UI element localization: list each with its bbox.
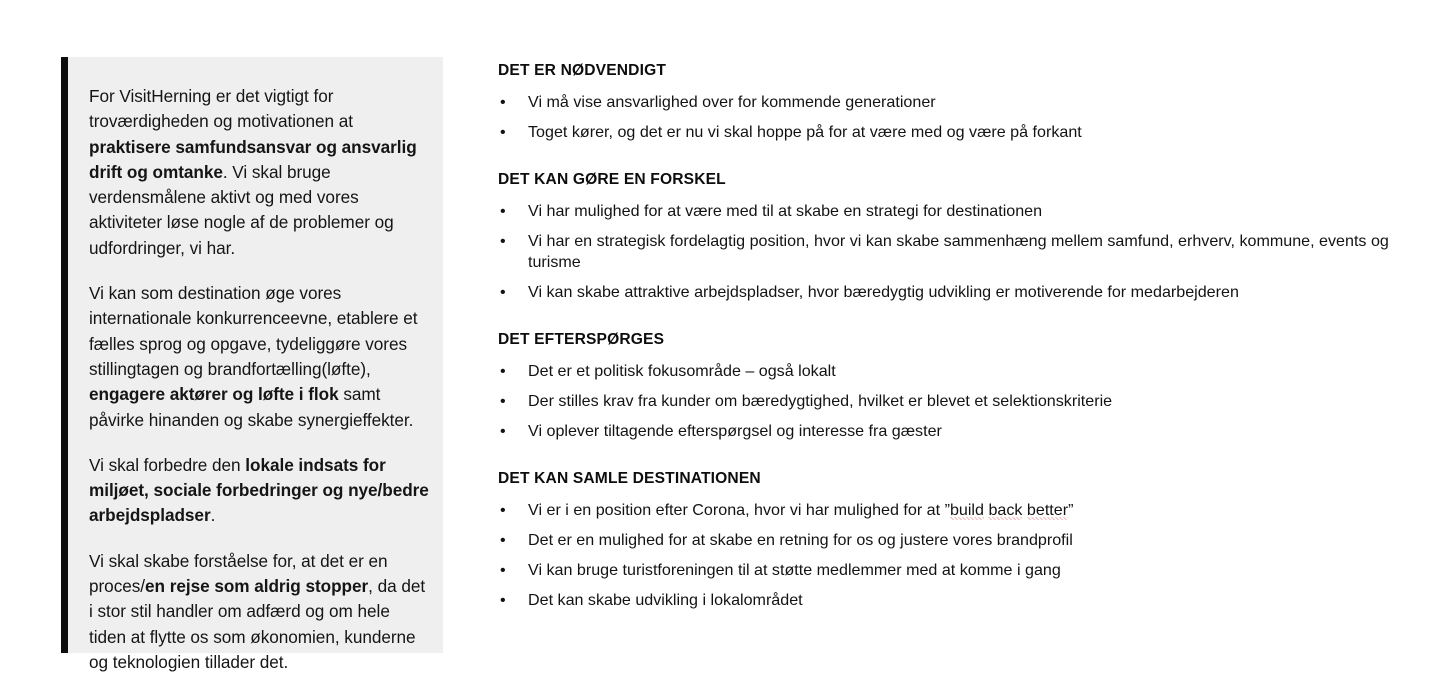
bullet-point-icon: • [500,531,506,549]
list-item-run: Det er et politisk fokusområde – også lokalt [528,362,836,380]
emphasis-text: en rejse som aldrig stopper [145,576,369,597]
list-item [498,122,1408,143]
body-text: Vi kan som destination øge vores internationale konkurrenceevne, etablere et fælles sprog og opgave, tydeliggøre vores stillingtagen og brandfortælling(løfte), [89,283,418,379]
panel-paragraph [89,281,431,433]
list-item-run: ” [1068,501,1074,519]
body-text: , da det i stor stil handler om adfærd og om hele tiden at flytte os som økonomien, kunderne og teknologien tillader det. [89,576,426,672]
left-accent-bar [61,57,68,653]
list-item-text [528,232,1389,271]
bullet-point-icon: • [500,561,506,579]
bullet-list [498,361,1408,442]
list-item-run: Det kan skabe udvikling i lokalområdet [528,591,803,609]
list-item-run: Vi oplever tiltagende efterspørgsel og interesse fra gæster [528,422,942,440]
body-text: Vi skal forbedre den [89,454,246,475]
list-item [498,282,1408,303]
content-section [498,331,1408,442]
bullet-list [498,201,1408,303]
content-section [498,62,1408,143]
panel-paragraph [89,549,431,675]
content-section [498,470,1408,611]
list-item [498,201,1408,222]
bullet-point-icon: • [500,123,506,141]
list-item-text [528,561,1061,579]
panel-paragraph [89,453,431,529]
list-item-text [528,591,803,609]
body-text: . [210,505,216,526]
spellcheck-flagged-word: better [1026,501,1069,519]
list-item [498,361,1408,382]
body-text: samt påvirke hinanden og skabe synergieffekter. [89,384,414,430]
right-sections-column [498,62,1408,611]
list-item-text [528,362,836,380]
list-item-text [528,501,1073,520]
spellcheck-flagged-word: build [949,501,984,519]
bullet-point-icon: • [500,362,506,380]
list-item-text [528,531,1073,549]
list-item-text [528,123,1082,141]
list-item [498,92,1408,113]
bullet-point-icon: • [500,501,506,519]
left-panel-body [68,57,443,672]
bullet-list [498,500,1408,611]
list-item-run: Toget kører, og det er nu vi skal hoppe på for at være med og være på forkant [528,123,1082,141]
section-heading: DET KAN GØRE EN FORSKEL [498,171,726,188]
body-text: Vi skal skabe forståelse for, at det er en proces/ [89,550,388,597]
list-item [498,530,1408,551]
list-item-text [528,283,1239,301]
bullet-point-icon: • [500,422,506,440]
body-text: . Vi skal bruge verdensmålene aktivt og med vores aktiviteter løse nogle af de problemer og udfordringer, vi har. [89,161,394,258]
emphasis-text: praktisere samfundsansvar og ansvarlig drift og omtanke [89,136,417,182]
content-section [498,171,1408,303]
spellcheck-flagged-word: back [988,501,1023,519]
bullet-point-icon: • [500,591,506,609]
list-item-run: Vi har en strategisk fordelagtig position, hvor vi kan skabe sammenhæng mellem samfund, erhverv, kommune, events og turisme [528,232,1389,271]
list-item [498,391,1408,412]
bullet-list [498,92,1408,143]
list-item-text [528,93,936,111]
list-item-text [528,392,1112,410]
bullet-point-icon: • [500,93,506,111]
bullet-point-icon: • [500,392,506,410]
panel-paragraph [89,84,431,261]
list-item-text [528,202,1042,220]
emphasis-text: engagere aktører og løfte i flok [89,384,339,405]
list-item [498,500,1408,521]
list-item [498,560,1408,581]
left-callout-panel [61,57,443,672]
body-text: For VisitHerning er det vigtigt for troværdigheden og motivationen at [89,86,353,132]
list-item [498,421,1408,442]
list-item [498,590,1408,611]
section-heading: DET KAN SAMLE DESTINATIONEN [498,470,761,487]
list-item-run: Der stilles krav fra kunder om bæredygtighed, hvilket er blevet et selektionskriterie [528,392,1113,410]
list-item [498,231,1408,273]
list-item-run: Vi er i en position efter Corona, hvor vi har mulighed for at ” [528,501,950,519]
section-heading: DET EFTERSPØRGES [498,331,665,348]
list-item-run: Vi har mulighed for at være med til at skabe en strategi for destinationen [528,202,1043,220]
list-item-run: Vi kan skabe attraktive arbejdspladser, hvor bæredygtig udvikling er motiverende for medarbejderen [528,283,1239,301]
bullet-point-icon: • [500,283,506,301]
list-item-run: Vi kan bruge turistforeningen til at støtte medlemmer med at komme i gang [528,561,1061,579]
bullet-point-icon: • [500,232,506,250]
list-item-run: Vi må vise ansvarlighed over for kommende generationer [528,93,936,111]
emphasis-text: lokale indsats for miljøet, sociale forbedringer og nye/bedre arbejdspladser [89,454,429,526]
list-item-run: Det er en mulighed for at skabe en retning for os og justere vores brandprofil [528,531,1073,549]
section-heading: DET ER NØDVENDIGT [498,62,667,79]
bullet-point-icon: • [500,202,506,220]
list-item-text [528,422,942,440]
